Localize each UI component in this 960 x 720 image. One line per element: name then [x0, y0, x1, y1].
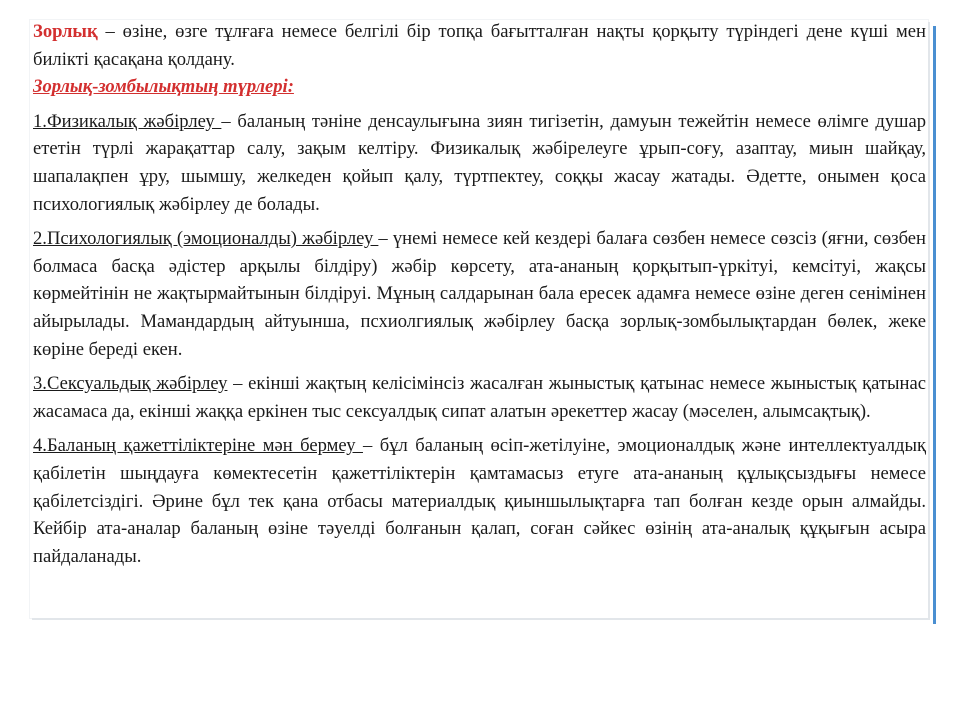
type-title-physical: 1.Физикалық жәбірлеу: [33, 110, 222, 132]
document-body: [33, 18, 926, 570]
definition-term: Зорлық: [33, 21, 98, 42]
type-paragraph-sexual: [33, 370, 926, 425]
type-body-psychological: – үнемі немесе кей кездері балаға сөзбен немесе сөзсіз (яғни, сөзбен болмаса басқа әдістер арқылы білдіру) жәбір көрсету, ата-ананың қорқытып-үркітуі, кемсітуі, жақсы көрмейтінін не жақтырмайтынын білдіруі. Мұның салдарынан бала ересек адамға немесе өзіне деген сенімінен айырылады. Мамандардың айтуынша, псхиолгиялық жәбірлеу басқа зорлық-зомбылықтардан бөлек, жеке көріне береді екен.: [33, 228, 926, 360]
panel-accent-border: [933, 26, 936, 624]
types-heading: Зорлық-зомбылықтың түрлері:: [33, 76, 294, 98]
type-body-sexual: – екінші жақтың келісімінсіз жасалған жыныстық қатынас немесе жыныстық қатынас жасамаса да, екінші жаққа еркінен тыс сексуалдық сипат алатын әрекеттер жасау (мәселен, алымсақтық).: [33, 373, 926, 422]
type-title-neglect: 4.Баланың қажеттіліктеріне мән бермеу: [33, 435, 363, 457]
definition-paragraph: [33, 18, 926, 73]
type-paragraph-psychological: [33, 225, 926, 363]
types-heading-paragraph: [33, 73, 926, 101]
type-title-sexual: 3.Сексуальдық жәбірлеу: [33, 373, 228, 395]
type-title-psychological: 2.Психологиялық (эмоционалды) жәбірлеу: [33, 228, 379, 250]
definition-text: – өзіне, өзге тұлғаға немесе белгілі бір топқа бағытталған нақты қорқыту түріндегі дене күші мен билікті қасақана қолдану.: [33, 21, 926, 70]
type-paragraph-neglect: [33, 432, 926, 570]
type-body-neglect: – бұл баланың өсіп-жетілуіне, эмоционалдық және интеллектуалдық қабілетін шыңдауға көмектесетін қажеттіліктерін қамтамасыз етуге ата-ананың құлықсыздығы немесе қабілетсіздігі. Әрине бұл тек қана отбасы материалдық қиыншылықтарға тап болған кезде орын алмайды. Кейбір ата-аналар баланың өзіне тәуелді болғанын қалап, соған сәйкес өзінің ата-аналық құқығын асыра пайдаланады.: [33, 435, 926, 567]
type-body-physical: – баланың тәніне денсаулығына зиян тигізетін, дамуын тежейтін немесе өлімге душар ететін түрлі жарақаттар салу, зақым келтіру. Физикалық жәбірелеуге ұрып-соғу, азаптау, миын шайқау, шапалақпен ұру, шымшу, желкеден қойып қалу, түртпектеу, соққы жасау жатады. Әдетте, онымен қоса психологиялық жәбірлеу де болады.: [33, 110, 927, 215]
type-paragraph-physical: [33, 108, 926, 218]
